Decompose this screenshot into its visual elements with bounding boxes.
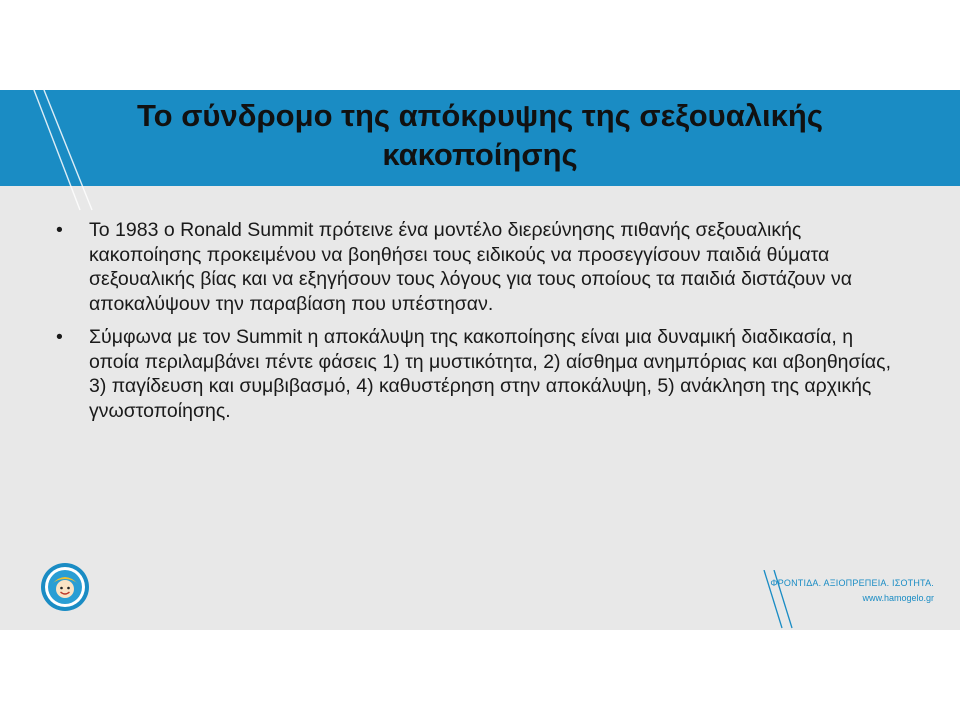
bullet-marker: •: [56, 219, 63, 241]
bullet-text: Το 1983 ο Ronald Summit πρότεινε ένα μοντέλο διερεύνησης πιθανής σεξουαλικής κακοποίησης προκειμένου να βοηθήσει τους ειδικούς να προσεγγίσουν παιδιά θύματα σεξουαλικής βίας και να εξηγήσουν τους λόγους για τους οποίους τα παιδιά διστάζουν να αποκαλύψουν την παραβίαση που υπέστησαν.: [89, 219, 852, 315]
slide-title: [0, 96, 960, 174]
child-smile-logo-icon: [40, 562, 90, 612]
bullet-marker: •: [56, 326, 63, 348]
bullet-item: [56, 218, 906, 316]
slide-title-line1: Το σύνδρομο της απόκρυψης της σεξουαλικής: [137, 98, 823, 133]
footer-website-link[interactable]: www.hamogelo.gr: [862, 593, 934, 603]
slide-title-line2: κακοποίησης: [382, 137, 578, 172]
bullet-item: [56, 325, 906, 423]
slide: [0, 90, 960, 630]
footer-tagline: ΦΡΟΝΤΙΔΑ. ΑΞΙΟΠΡΕΠΕΙΑ. ΙΣΟΤΗΤΑ.: [770, 578, 934, 588]
bullet-text: Σύμφωνα με τον Summit η αποκάλυψη της κακοποίησης είναι μια δυναμική διαδικασία, η οποία περιλαμβάνει πέντε φάσεις 1) τη μυστικότητα, 2) αίσθημα ανημπόριας και αβοηθησίας, 3) παγίδευση και συμβιβασμό, 4) καθυστέρηση στην αποκάλυψη, 5) ανάκληση της αρχικής γνωστοποίησης.: [89, 326, 891, 422]
bullet-list: [56, 218, 906, 432]
